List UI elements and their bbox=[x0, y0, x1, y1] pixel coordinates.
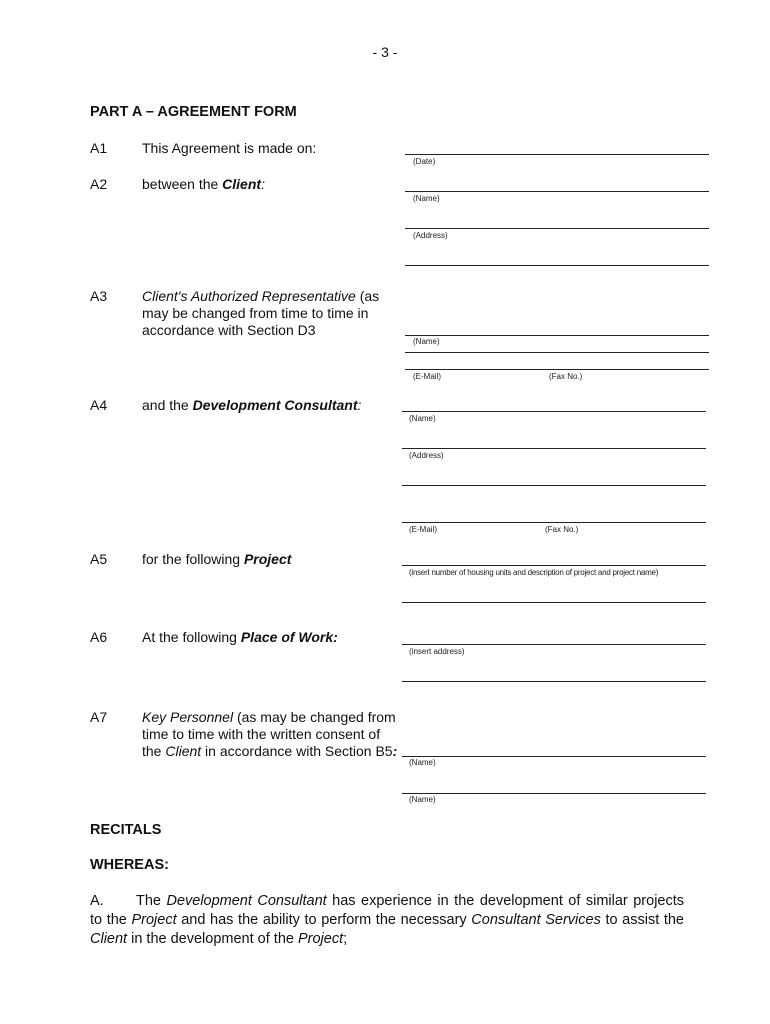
item-text-a7: Key Personnel (as may be changed from time to time with the written consent of the Client in accordance with Section B5: bbox=[142, 709, 398, 759]
place-of-work-line-2[interactable] bbox=[402, 681, 706, 682]
term-project: Project bbox=[243, 551, 292, 567]
client-address-line-2[interactable] bbox=[405, 265, 709, 266]
key-personnel-name-caption: (Name) bbox=[409, 758, 436, 767]
item-code-a5: A5 bbox=[90, 551, 108, 567]
item-code-a1: A1 bbox=[90, 140, 108, 156]
date-caption: (Date) bbox=[413, 157, 436, 166]
item-code-a6: A6 bbox=[90, 629, 108, 645]
representative-fax-caption: (Fax No.) bbox=[549, 372, 583, 381]
key-personnel-name-line-2[interactable] bbox=[402, 793, 706, 794]
place-of-work-line[interactable] bbox=[402, 644, 706, 645]
term-client-authorized-representative: Client's Authorized Representative bbox=[142, 288, 356, 304]
consultant-email-caption: (E-Mail) bbox=[409, 525, 437, 534]
consultant-name-line[interactable] bbox=[402, 411, 706, 412]
consultant-address-line[interactable] bbox=[402, 448, 706, 449]
recitals-heading: RECITALS bbox=[90, 822, 162, 838]
representative-name-line[interactable] bbox=[405, 335, 709, 336]
project-line[interactable] bbox=[402, 565, 706, 566]
representative-name-caption: (Name) bbox=[413, 337, 440, 346]
recital-a: A. The Development Consultant has experience in the development of similar projects to the Project and has the ability to perform the necessary Consultant Services to assist the Client in the development of the Project; bbox=[90, 893, 685, 947]
key-personnel-name-caption-2: (Name) bbox=[409, 795, 436, 804]
term-client: Client bbox=[222, 176, 262, 192]
consultant-name-caption: (Name) bbox=[409, 414, 436, 423]
client-name-caption: (Name) bbox=[413, 194, 440, 203]
term-place-of-work: Place of Work: bbox=[240, 629, 338, 645]
item-text-a1: This Agreement is made on: bbox=[142, 140, 317, 156]
consultant-address-line-2[interactable] bbox=[402, 485, 706, 486]
item-code-a3: A3 bbox=[90, 288, 108, 304]
client-address-caption: (Address) bbox=[413, 231, 448, 240]
representative-email-caption: (E-Mail) bbox=[413, 372, 441, 381]
item-code-a4: A4 bbox=[90, 397, 108, 413]
project-line-2[interactable] bbox=[402, 602, 706, 603]
recital-label: A. bbox=[90, 893, 104, 909]
item-text-a2: between the Client: bbox=[142, 176, 265, 192]
consultant-contact-line[interactable] bbox=[402, 522, 706, 523]
part-title: PART A – AGREEMENT FORM bbox=[90, 104, 297, 120]
consultant-fax-caption: (Fax No.) bbox=[545, 525, 579, 534]
item-text-a4: and the Development Consultant: bbox=[142, 397, 362, 413]
item-code-a7: A7 bbox=[90, 709, 108, 725]
key-personnel-name-line[interactable] bbox=[402, 756, 706, 757]
term-development-consultant: Development Consultant bbox=[192, 397, 358, 413]
client-address-line[interactable] bbox=[405, 228, 709, 229]
whereas-heading: WHEREAS: bbox=[90, 857, 169, 873]
project-caption: (insert number of housing units and description of project and project name) bbox=[409, 568, 659, 577]
item-text-a6: At the following Place of Work: bbox=[142, 629, 338, 645]
term-key-personnel: Key Personnel bbox=[142, 709, 234, 725]
client-name-line[interactable] bbox=[405, 191, 709, 192]
item-text-a3: Client's Authorized Representative (as may be changed from time to time in accordance with Section D3 bbox=[142, 288, 380, 338]
date-field-line[interactable] bbox=[405, 154, 709, 155]
representative-line-2[interactable] bbox=[405, 352, 709, 353]
representative-contact-line[interactable] bbox=[405, 369, 709, 370]
item-text-a5: for the following Project bbox=[142, 551, 292, 567]
page-number: - 3 - bbox=[372, 44, 398, 60]
item-code-a2: A2 bbox=[90, 176, 108, 192]
consultant-address-caption: (Address) bbox=[409, 451, 444, 460]
place-of-work-caption: (insert address) bbox=[409, 647, 465, 656]
